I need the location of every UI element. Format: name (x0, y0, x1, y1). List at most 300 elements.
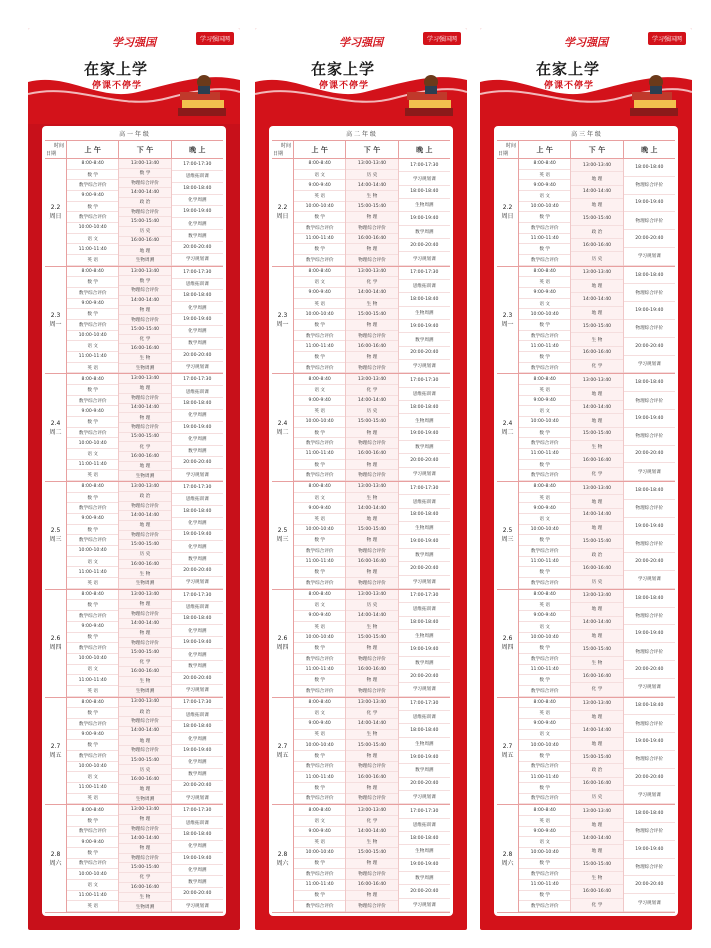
books-illustration-icon (626, 72, 682, 120)
schedule-cell: 思维拓训课 (399, 603, 450, 616)
afternoon-column (346, 159, 398, 266)
schedule-cell: 数学周测 (172, 230, 223, 242)
banner-header (480, 28, 692, 124)
table-header (272, 141, 450, 159)
schedule-cell: 数学综合评价 (519, 578, 570, 589)
page-title: 在家上学 (536, 60, 601, 78)
schedule-cell: 15:00-15:40 (119, 433, 170, 443)
schedule-cell: 化 学 (571, 683, 622, 696)
schedule-cell: 数学周测 (172, 553, 223, 565)
day-date: 2.3 (502, 312, 513, 320)
schedule-cell: 物理综合评价 (346, 869, 397, 880)
schedule-cell: 数 学 (67, 848, 118, 859)
column-evening: 晚 上 (189, 146, 206, 154)
schedule-cell: 15:00-15:40 (346, 417, 397, 428)
schedule-cell: 20:00-20:40 (624, 661, 675, 679)
schedule-cell: 数 学 (67, 600, 118, 611)
schedule-cell: 9:00-9:40 (294, 827, 345, 838)
schedule-cell: 物理综合评价 (119, 423, 170, 433)
evening-column (624, 805, 675, 912)
schedule-cell: 20:00-20:40 (172, 888, 223, 900)
schedule-cell: 数学综合评价 (67, 859, 118, 870)
schedule-cell: 数学周测 (172, 876, 223, 888)
evening-column (399, 590, 450, 697)
schedule-cell: 物理综合评价 (624, 608, 675, 626)
schedule-cell: 15:00-15:40 (346, 848, 397, 859)
schedule-cell: 语 文 (67, 234, 118, 245)
schedule-cell: 历 史 (119, 227, 170, 237)
schedule-cell: 10:00-10:40 (67, 762, 118, 773)
time-label: 时间 (505, 143, 516, 149)
schedule-cell: 生物周测 (399, 738, 450, 751)
schedule-cell: 语 文 (519, 730, 570, 741)
schedule-cell: 数学综合评价 (519, 438, 570, 449)
evening-column (172, 267, 223, 374)
banner-header (255, 28, 467, 124)
schedule-cell: 10:00-10:40 (67, 654, 118, 665)
schedule-cell: 9:00-9:40 (67, 514, 118, 525)
morning-column (67, 267, 119, 374)
schedule-cell: 15:00-15:40 (119, 756, 170, 766)
schedule-cell: 20:00-20:40 (172, 565, 223, 577)
day-label (272, 482, 294, 589)
schedule-cell: 13:00-13:40 (119, 159, 170, 169)
day-weekday: 周二 (501, 428, 514, 436)
day-weekday: 周日 (501, 213, 514, 221)
schedule-cell: 数 学 (119, 169, 170, 179)
schedule-cell: 8:00-8:40 (519, 267, 570, 278)
schedule-cell: 9:00-9:40 (294, 611, 345, 622)
schedule-cell: 20:00-20:40 (399, 239, 450, 252)
schedule-cell: 思维拓训课 (172, 494, 223, 506)
schedule-cell: 18:00-18:40 (172, 506, 223, 518)
schedule-cell: 16:00-16:40 (571, 454, 622, 467)
schedule-cell: 17:00-17:30 (399, 698, 450, 711)
schedule-cell: 历 史 (571, 252, 622, 265)
schedule-cell: 化学周测 (172, 302, 223, 314)
schedule-cell: 数 学 (519, 352, 570, 363)
schedule-cell: 17:00-17:30 (172, 374, 223, 386)
day-row (497, 805, 675, 913)
logo-text: 学习强国 (564, 36, 608, 49)
schedule-cell: 数 学 (294, 891, 345, 902)
schedule-cell: 10:00-10:40 (519, 848, 570, 859)
schedule-cell: 生 物 (346, 622, 397, 633)
schedule-cell: 14:00-14:40 (119, 619, 170, 629)
schedule-cell: 19:00-19:40 (172, 422, 223, 434)
schedule-cell: 数学综合评价 (67, 212, 118, 223)
schedule-cell: 化学周测 (172, 625, 223, 637)
schedule-cell: 物 理 (346, 643, 397, 654)
page-subtitle: 停课不停学 (544, 81, 595, 91)
schedule-cell: 13:00-13:40 (119, 482, 170, 492)
schedule-cell: 8:00-8:40 (294, 159, 345, 170)
schedule-cell: 生物周测 (119, 687, 170, 697)
day-row (272, 590, 450, 698)
schedule-cell: 15:00-15:40 (571, 428, 622, 441)
schedule-cell: 20:00-20:40 (624, 553, 675, 571)
schedule-cell: 数 学 (67, 708, 118, 719)
schedule-cell: 17:00-17:30 (172, 482, 223, 494)
schedule-cell: 数学综合评价 (519, 331, 570, 342)
schedule-cell: 数 学 (294, 212, 345, 223)
day-label (497, 159, 519, 266)
schedule-cell: 物理综合评价 (346, 901, 397, 912)
schedule-cell: 数学综合评价 (519, 654, 570, 665)
evening-column (624, 590, 675, 697)
schedule-cell: 11:00-11:40 (519, 234, 570, 245)
morning-column (67, 698, 119, 805)
schedule-cell: 生 物 (346, 730, 397, 741)
schedule-cell: 物 理 (119, 815, 170, 825)
schedule-cell: 15:00-15:40 (119, 540, 170, 550)
morning-column (294, 159, 346, 266)
schedule-cell: 11:00-11:40 (519, 880, 570, 891)
schedule-cell: 19:00-19:40 (624, 195, 675, 213)
schedule-cell: 10:00-10:40 (294, 848, 345, 859)
schedule-cell: 语 文 (519, 299, 570, 310)
schedule-cell: 数学综合评价 (519, 869, 570, 880)
schedule-cell: 19:00-19:40 (172, 530, 223, 542)
schedule-cell: 化 学 (119, 658, 170, 668)
day-columns (519, 698, 675, 805)
schedule-cell: 9:00-9:40 (519, 288, 570, 299)
schedule-cell: 14:00-14:40 (571, 617, 622, 630)
schedule-cell: 英 语 (519, 385, 570, 396)
schedule-cell: 物 理 (346, 675, 397, 686)
schedule-cell: 物理综合评价 (346, 470, 397, 481)
schedule-cell: 数学周测 (399, 549, 450, 562)
schedule-cell: 数 学 (294, 567, 345, 578)
schedule-cell: 20:00-20:40 (172, 350, 223, 362)
schedule-cell: 语 文 (294, 170, 345, 181)
schedule-cell: 数 学 (519, 783, 570, 794)
schedule-cell: 11:00-11:40 (294, 449, 345, 460)
schedule-cell: 生物周测 (119, 579, 170, 589)
schedule-cell: 地 理 (571, 495, 622, 508)
schedule-cell: 数 学 (294, 675, 345, 686)
grade-label: 高 二 年 级 (272, 129, 450, 141)
schedule-cell: 18:00-18:40 (399, 832, 450, 845)
schedule-cell: 18:00-18:40 (399, 617, 450, 630)
schedule-cell: 生 物 (571, 872, 622, 885)
schedule-cell: 物 理 (346, 783, 397, 794)
grade-label: 高 三 年 级 (497, 129, 675, 141)
table-header (497, 141, 675, 159)
schedule-card (42, 126, 226, 916)
schedule-cell: 数 学 (519, 535, 570, 546)
schedule-cell: 19:00-19:40 (624, 625, 675, 643)
schedule-cell: 19:00-19:40 (172, 314, 223, 326)
day-label (272, 159, 294, 266)
schedule-cell: 13:00-13:40 (119, 267, 170, 277)
day-row (272, 698, 450, 806)
schedule-cell: 思维拓训课 (399, 280, 450, 293)
schedule-cell: 学习规划课 (624, 894, 675, 912)
schedule-cell: 17:00-17:30 (172, 805, 223, 817)
schedule-cell: 17:00-17:30 (172, 590, 223, 602)
schedule-cell: 语 文 (67, 341, 118, 352)
schedule-cell: 18:00-18:40 (399, 724, 450, 737)
schedule-cell: 13:00-13:40 (119, 698, 170, 708)
afternoon-column (119, 267, 171, 374)
schedule-cell: 生 物 (346, 299, 397, 310)
schedule-cell: 16:00-16:40 (346, 449, 397, 460)
day-row (272, 267, 450, 375)
day-weekday: 周二 (49, 428, 62, 436)
schedule-cell: 物理综合评价 (346, 255, 397, 266)
schedule-cell: 9:00-9:40 (519, 611, 570, 622)
schedule-cell: 19:00-19:40 (399, 212, 450, 225)
schedule-cell: 10:00-10:40 (294, 740, 345, 751)
day-date: 2.7 (277, 742, 288, 750)
day-row (272, 374, 450, 482)
schedule-cell: 数学周测 (399, 872, 450, 885)
schedule-cell: 英 语 (294, 406, 345, 417)
schedule-cell: 9:00-9:40 (294, 719, 345, 730)
schedule-cell: 英 语 (294, 730, 345, 741)
day-columns (294, 482, 450, 589)
schedule-cell: 8:00-8:40 (519, 805, 570, 816)
page-title: 在家上学 (84, 60, 149, 78)
schedule-cell: 数 学 (519, 244, 570, 255)
schedule-cell: 物理综合评价 (346, 223, 397, 234)
day-row (45, 159, 223, 267)
schedule-cell: 物理综合评价 (119, 717, 170, 727)
schedule-cell: 10:00-10:40 (294, 633, 345, 644)
evening-column (399, 267, 450, 374)
schedule-cell: 数 学 (67, 525, 118, 536)
schedule-cell: 数 学 (119, 276, 170, 286)
schedule-cell: 学习规划课 (624, 571, 675, 589)
schedule-cell: 学习规划课 (399, 360, 450, 373)
schedule-cell: 化学周测 (172, 865, 223, 877)
schedule-cell: 数 学 (519, 675, 570, 686)
schedule-cell: 物理综合评价 (119, 502, 170, 512)
schedule-cell: 语 文 (67, 557, 118, 568)
schedule-cell: 数学综合评价 (294, 654, 345, 665)
schedule-cell: 20:00-20:40 (399, 454, 450, 467)
schedule-cell: 18:00-18:40 (172, 183, 223, 195)
schedule-cell: 语 文 (519, 837, 570, 848)
schedule-cell: 11:00-11:40 (294, 557, 345, 568)
day-row (272, 482, 450, 590)
day-label (497, 267, 519, 374)
schedule-cell: 数 学 (67, 309, 118, 320)
evening-column (172, 805, 223, 912)
schedule-cell: 政 治 (571, 549, 622, 562)
day-weekday: 周六 (501, 859, 514, 867)
column-evening: 晚 上 (641, 146, 658, 154)
schedule-cell: 地 理 (346, 514, 397, 525)
afternoon-column (119, 805, 171, 912)
schedule-cell: 物理综合评价 (346, 438, 397, 449)
schedule-cell: 物理综合评价 (624, 823, 675, 841)
day-label (272, 698, 294, 805)
schedule-cell: 生物周测 (399, 307, 450, 320)
schedule-cell: 16:00-16:40 (119, 452, 170, 462)
day-date: 2.7 (502, 742, 513, 750)
schedule-cell: 地 理 (571, 414, 622, 427)
schedule-cell: 英 语 (67, 794, 118, 805)
schedule-cell: 化 学 (119, 442, 170, 452)
schedule-cell: 英 语 (519, 277, 570, 288)
schedule-cell: 14:00-14:40 (346, 396, 397, 407)
schedule-cell: 20:00-20:40 (172, 781, 223, 793)
day-columns (294, 805, 450, 912)
schedule-cell: 数学综合评价 (294, 762, 345, 773)
schedule-cell: 物理综合评价 (119, 638, 170, 648)
schedule-cell: 物理综合评价 (624, 392, 675, 410)
schedule-cell: 数 学 (67, 277, 118, 288)
schedule-cell: 20:00-20:40 (624, 769, 675, 787)
schedule-cell: 16:00-16:40 (346, 557, 397, 568)
day-label (497, 590, 519, 697)
schedule-cell: 数学周测 (172, 446, 223, 458)
day-label (45, 698, 67, 805)
day-row (497, 159, 675, 267)
schedule-cell: 英 语 (67, 901, 118, 912)
schedule-cell: 物理综合评价 (119, 746, 170, 756)
schedule-cell: 数学综合评价 (519, 762, 570, 773)
banner-grade-3 (480, 28, 692, 930)
day-columns (519, 159, 675, 266)
schedule-cell: 数学综合评价 (294, 255, 345, 266)
schedule-cell: 15:00-15:40 (346, 309, 397, 320)
schedule-cell: 数 学 (294, 320, 345, 331)
schedule-cell: 8:00-8:40 (519, 374, 570, 385)
schedule-cell: 生 物 (346, 837, 397, 848)
schedule-cell: 8:00-8:40 (519, 159, 570, 170)
schedule-cell: 英 语 (67, 686, 118, 697)
schedule-cell: 19:00-19:40 (399, 643, 450, 656)
schedule-cell: 16:00-16:40 (119, 237, 170, 247)
schedule-cell: 学习规划课 (399, 683, 450, 696)
afternoon-column (346, 590, 398, 697)
schedule-cell: 物 理 (346, 352, 397, 363)
schedule-cell: 英 语 (67, 578, 118, 589)
day-columns (294, 267, 450, 374)
schedule-cell: 学习规划课 (172, 362, 223, 374)
schedule-cell: 16:00-16:40 (119, 344, 170, 354)
day-columns (519, 805, 675, 912)
date-label: 日期 (46, 151, 57, 157)
schedule-cell: 13:00-13:40 (119, 374, 170, 384)
schedule-cell: 17:00-17:30 (172, 267, 223, 279)
schedule-cell: 英 语 (294, 514, 345, 525)
schedule-cell: 政 治 (571, 226, 622, 239)
schedule-cell: 18:00-18:40 (624, 374, 675, 392)
day-label (45, 590, 67, 697)
schedule-cell: 数学综合评价 (67, 180, 118, 191)
schedule-cell: 化 学 (346, 708, 397, 719)
schedule-cell: 地 理 (571, 630, 622, 643)
schedule-cell: 8:00-8:40 (519, 482, 570, 493)
schedule-cell: 生 物 (571, 333, 622, 346)
schedule-cell: 15:00-15:40 (346, 740, 397, 751)
column-afternoon: 下 午 (346, 141, 398, 158)
time-label: 时间 (280, 143, 291, 149)
schedule-cell: 物 理 (346, 428, 397, 439)
schedule-cell: 18:00-18:40 (624, 482, 675, 500)
schedule-cell: 英 语 (294, 191, 345, 202)
morning-column (519, 374, 571, 481)
schedule-cell: 数学周测 (399, 333, 450, 346)
evening-column (172, 374, 223, 481)
schedule-cell: 语 文 (294, 600, 345, 611)
schedule-cell: 11:00-11:40 (294, 341, 345, 352)
schedule-cell: 8:00-8:40 (294, 374, 345, 385)
time-date-corner (497, 141, 519, 158)
schedule-cell: 化 学 (346, 385, 397, 396)
schedule-cell: 物理综合评价 (119, 394, 170, 404)
schedule-cell: 学习规划课 (624, 463, 675, 481)
schedule-cell: 19:00-19:40 (399, 535, 450, 548)
day-weekday: 周三 (501, 536, 514, 544)
schedule-cell: 15:00-15:40 (119, 217, 170, 227)
schedule-cell: 化 学 (571, 899, 622, 912)
schedule-cell: 20:00-20:40 (624, 446, 675, 464)
morning-column (294, 374, 346, 481)
schedule-cell: 数学综合评价 (67, 396, 118, 407)
day-weekday: 周三 (276, 536, 289, 544)
schedule-cell: 20:00-20:40 (399, 885, 450, 898)
schedule-cell: 19:00-19:40 (399, 859, 450, 872)
evening-column (399, 374, 450, 481)
schedule-cell: 20:00-20:40 (172, 242, 223, 254)
schedule-cell: 英 语 (519, 600, 570, 611)
schedule-cell: 数 学 (519, 859, 570, 870)
schedule-cell: 20:00-20:40 (624, 338, 675, 356)
day-columns (67, 590, 223, 697)
schedule-cell: 数学综合评价 (67, 535, 118, 546)
schedule-cell: 16:00-16:40 (119, 775, 170, 785)
schedule-cell: 15:00-15:40 (571, 643, 622, 656)
afternoon-column (119, 698, 171, 805)
schedule-cell: 13:00-13:40 (346, 267, 397, 278)
schedule-cell: 11:00-11:40 (67, 675, 118, 686)
books-illustration-icon (174, 72, 230, 120)
afternoon-column (346, 698, 398, 805)
schedule-cell: 13:00-13:40 (119, 590, 170, 600)
schedule-cell: 11:00-11:40 (67, 891, 118, 902)
column-afternoon: 下 午 (571, 141, 623, 158)
schedule-cell: 英 语 (294, 622, 345, 633)
schedule-cell: 16:00-16:40 (119, 560, 170, 570)
schedule-cell: 地 理 (571, 172, 622, 185)
day-date: 2.4 (502, 419, 513, 427)
schedule-cell: 9:00-9:40 (519, 827, 570, 838)
schedule-cell: 17:00-17:30 (172, 698, 223, 710)
schedule-cell: 物理综合评价 (624, 284, 675, 302)
schedule-cell: 18:00-18:40 (172, 829, 223, 841)
schedule-cell: 英 语 (294, 299, 345, 310)
schedule-cell: 18:00-18:40 (624, 698, 675, 716)
day-label (45, 374, 67, 481)
day-date: 2.4 (277, 419, 288, 427)
day-weekday: 周四 (501, 644, 514, 652)
schedule-cell: 英 语 (67, 255, 118, 266)
morning-column (519, 267, 571, 374)
schedule-cell: 化学周测 (172, 326, 223, 338)
schedule-cell: 学习规划课 (172, 900, 223, 912)
schedule-cell: 物理综合评价 (119, 609, 170, 619)
schedule-cell: 15:00-15:40 (119, 325, 170, 335)
schedule-cell: 生物周测 (399, 522, 450, 535)
schedule-cell: 14:00-14:40 (119, 404, 170, 414)
schedule-cell: 物 理 (346, 460, 397, 471)
banner-header (28, 28, 240, 124)
